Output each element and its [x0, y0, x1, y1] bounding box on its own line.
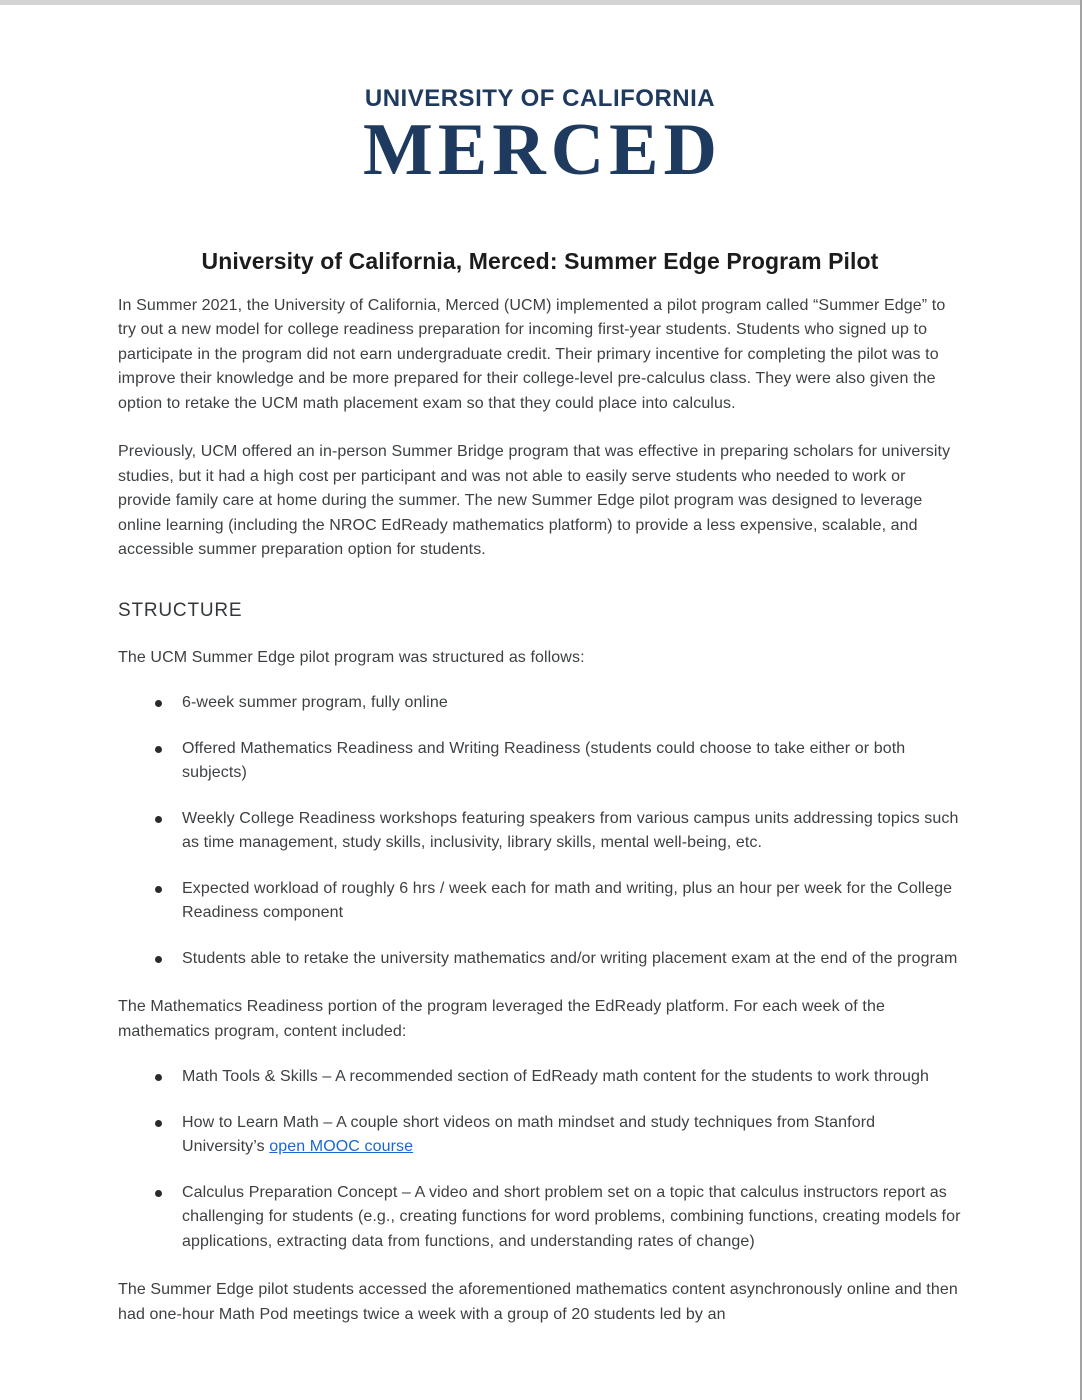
math-readiness-lead-paragraph: The Mathematics Readiness portion of the program leveraged the EdReady platform. For each week of the mathematics program, content included:: [118, 998, 885, 1040]
list-item-text: Offered Mathematics Readiness and Writing Readiness (students could choose to take either or both subjects): [182, 739, 906, 782]
list-item-text: Expected workload of roughly 6 hrs / week each for math and writing, plus an hour per week for the College Readiness component: [182, 879, 953, 922]
document-body: [118, 248, 962, 1328]
bullet-icon: [155, 1074, 162, 1081]
open-mooc-course-link[interactable]: open MOOC course: [269, 1138, 414, 1156]
bullet-icon: [155, 1120, 162, 1127]
window-top-edge: [0, 0, 1082, 5]
list-item-text: Math Tools & Skills – A recommended section of EdReady math content for the students to work through: [182, 1068, 929, 1086]
uc-merced-logo: [118, 85, 962, 192]
closing-paragraph: The Summer Edge pilot students accessed the aforementioned mathematics content asynchronously online and then had one-hour Math Pod meetings twice a week with a group of 20 students led by an: [118, 1281, 958, 1323]
bullet-icon: [155, 746, 162, 753]
bullet-icon: [155, 816, 162, 823]
bullet-icon: [155, 1190, 162, 1197]
logo-wordmark-merced: MERCED: [363, 109, 722, 192]
structure-bullet-list: [118, 691, 962, 971]
intro-paragraph-1: In Summer 2021, the University of California, Merced (UCM) implemented a pilot program called “Summer Edge” to try out a new model for college readiness preparation for incoming first-year students. Students who signed up to participate in the program did not earn undergraduate credit. Their primary incentive for completing the pilot was to improve their knowledge and be more prepared for their college-level pre-calculus class. They were also given the option to retake the UCM math placement exam so that they could place into calculus.: [118, 296, 946, 412]
page-title: University of California, Merced: Summer Edge Program Pilot: [201, 247, 879, 274]
list-item: [118, 807, 962, 856]
structure-section-heading: STRUCTURE: [118, 599, 243, 621]
list-item-text: Students able to retake the university mathematics and/or writing placement exam at the end of the program: [182, 949, 958, 967]
list-item-text: Weekly College Readiness workshops featuring speakers from various campus units addressing topics such as time management, study skills, inclusivity, library skills, mental well-being, etc.: [182, 809, 959, 852]
list-item: [118, 1181, 962, 1255]
structure-lead-paragraph: The UCM Summer Edge pilot program was structured as follows:: [118, 648, 585, 666]
list-item: [118, 1111, 962, 1160]
bullet-icon: [155, 886, 162, 893]
logo-wordmark-university-of-california: UNIVERSITY OF CALIFORNIA: [364, 85, 716, 112]
bullet-icon: [155, 956, 162, 963]
list-item: [118, 947, 962, 972]
math-content-bullet-list: [118, 1065, 962, 1254]
list-item: [118, 691, 962, 716]
list-item: [118, 737, 962, 786]
list-item-text: [182, 1111, 962, 1160]
list-item: [118, 877, 962, 926]
list-item-text: Calculus Preparation Concept – A video and short problem set on a topic that calculus instructors report as challenging for students (e.g., creating functions for word problems, combining functions, creating models for applications, extracting data from functions, and understanding rates of change): [182, 1183, 961, 1250]
list-item-text: 6-week summer program, fully online: [182, 694, 448, 712]
intro-paragraph-2: Previously, UCM offered an in-person Summer Bridge program that was effective in preparing scholars for university studies, but it had a high cost per participant and was not able to easily serve students who needed to work or provide family care at home during the summer. The new Summer Edge pilot program was designed to leverage online learning (including the NROC EdReady mathematics platform) to provide a less expensive, scalable, and accessible summer preparation option for students.: [118, 443, 951, 559]
list-item-text-before-link: How to Learn Math – A couple short videos on math mindset and study techniques from Stanford University’s: [182, 1113, 876, 1156]
bullet-icon: [155, 700, 162, 707]
list-item: [118, 1065, 962, 1090]
